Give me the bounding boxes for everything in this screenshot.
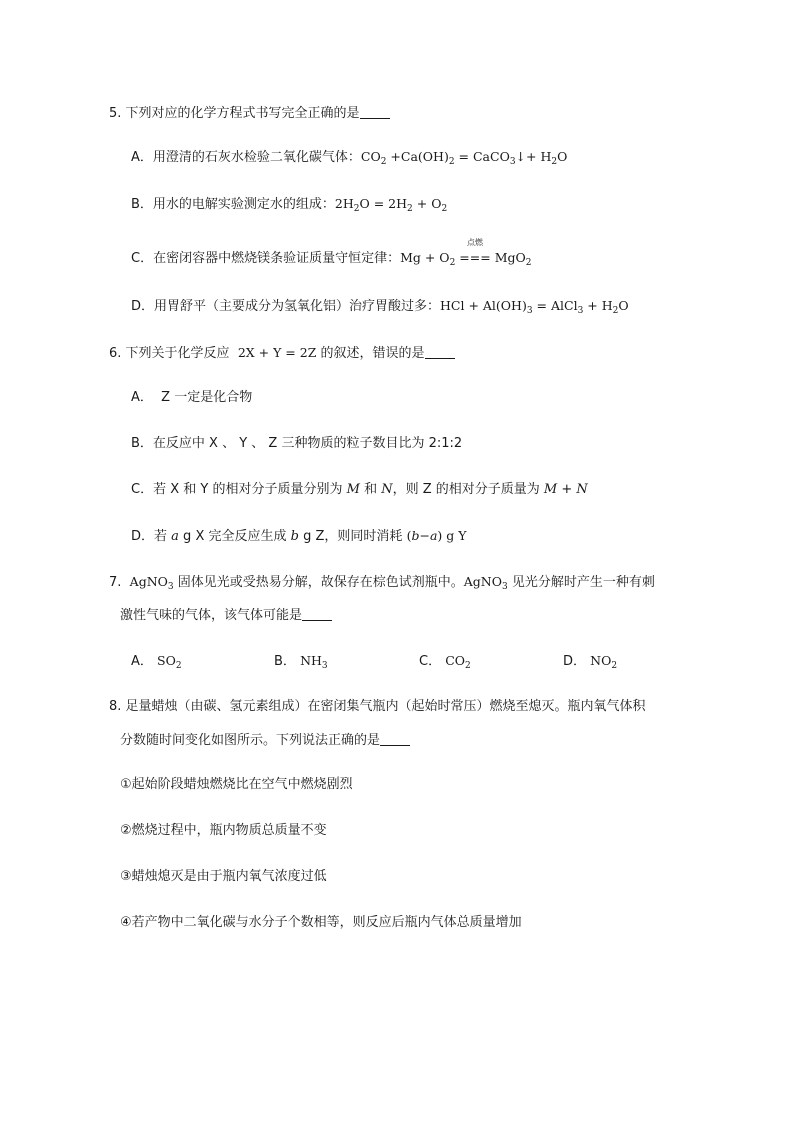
q8-statement-3: ③蜡烛熄灭是由于瓶内氧气浓度过低: [120, 869, 327, 884]
q7-line2: 激性气味的气体，该气体可能是: [120, 606, 332, 625]
answer-blank: [425, 344, 455, 359]
q6-option-b: B．在反应中 X 、 Y 、 Z 三种物质的粒子数目比为 2:1:2: [131, 436, 463, 451]
equation: $Mg + O_2$ 点燃 === MgO$_2$: [400, 238, 532, 268]
q5-option-c: C．在密闭容器中燃烧镁条验证质量守恒定律：$Mg + O_2$ 点燃 === MgO$_2$: [131, 238, 532, 268]
answer-blank: [360, 104, 390, 119]
q8-statement-2: ②燃烧过程中，瓶内物质总质量不变: [120, 823, 327, 838]
reaction-condition: 点燃: [467, 238, 483, 247]
q7-option-b: B． $NH_3$: [274, 653, 328, 671]
q7-option-a: A． $SO_2$: [131, 653, 182, 671]
q8-statement-4: ④若产物中二氧化碳与水分子个数相等，则反应后瓶内气体总质量增加: [120, 915, 522, 930]
reaction: 2X + Y = 2Z: [237, 345, 317, 360]
q5-option-b: B．用水的电解实验测定水的组成：$2H_2O = 2H_2 + O_2$: [131, 196, 448, 214]
q5-option-d: D．用胃舒平（主要成分为氢氧化铝）治疗胃酸过多：HCl + $Al(OH)_3$ = AlCl$_3$ + $H_2O$: [131, 298, 629, 316]
q6-option-c: C．若 X 和 Y 的相对分子质量分别为 M 和 N，则 Z 的相对分子质量为 M + N: [131, 482, 588, 497]
answer-blank: [380, 731, 410, 746]
equation: HCl + $Al(OH)_3$ = AlCl$_3$ + $H_2O$: [440, 298, 629, 316]
answer-blank: [302, 606, 332, 621]
equation: $CO_2 +Ca(OH)_2$ = CaCO$_3$↓+ $H_2O$: [360, 149, 568, 167]
q5-option-a: A．用澄清的石灰水检验二氧化碳气体：$CO_2 +Ca(OH)_2$ = CaCO$_3$↓+ $H_2O$: [131, 149, 568, 167]
q7-option-d: D． $NO_2$: [563, 653, 618, 671]
q8-line2: 分数随时间变化如图所示。下列说法正确的是: [120, 731, 410, 750]
q6-option-d: D．若 a g X 完全反应生成 b g Z，则同时消耗 (b−a) g Y: [131, 528, 467, 544]
q7-option-c: C． $CO_2$: [419, 653, 471, 671]
q8-line1: 8. 足量蜡烛（由碳、氢元素组成）在密闭集气瓶内（起始时常压）燃烧至熄灭。瓶内氧气体积: [109, 699, 646, 714]
q5-stem: 5. 下列对应的化学方程式书写完全正确的是: [109, 104, 390, 123]
q6-stem: 6. 下列关于化学反应 2X + Y = 2Z 的叙述，错误的是: [109, 344, 455, 363]
q8-statement-1: ①起始阶段蜡烛燃烧比在空气中燃烧剧烈: [120, 777, 353, 792]
q7-line1: 7. AgNO$_3$ 固体见光或受热易分解，故保存在棕色试剂瓶中。AgNO$_3$ 见光分解时产生一种有刺: [109, 574, 655, 592]
q6-option-a: A． Z 一定是化合物: [131, 390, 253, 405]
equation: $2H_2O = 2H_2 + O_2$: [334, 196, 448, 214]
